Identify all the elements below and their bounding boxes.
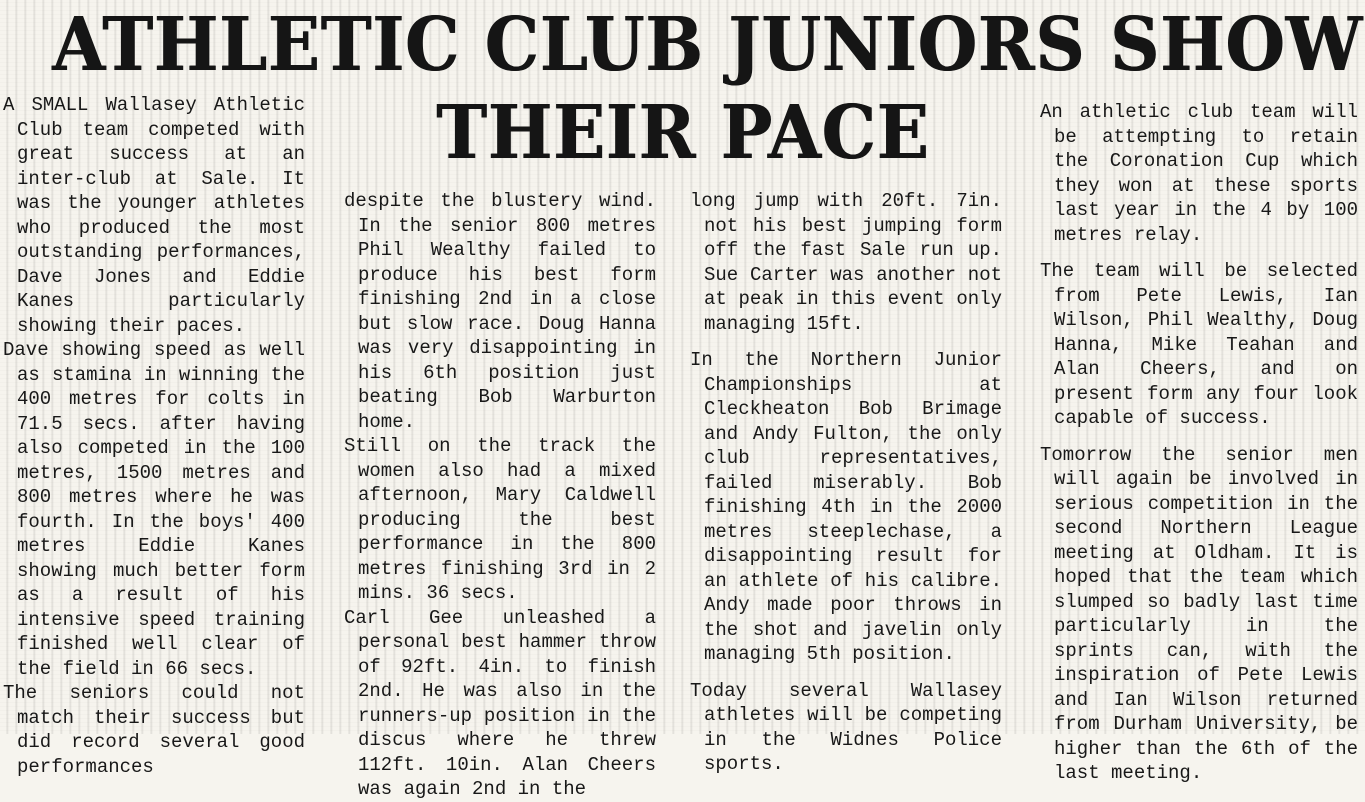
paragraph: Carl Gee unleashed a personal best hammer throw of 92ft. 4in. to finish 2nd. He was also in the runners-up position in the discus where he threw 112ft. 10in. Alan Cheers was again 2nd in the bbox=[344, 606, 656, 800]
article-column-1 bbox=[3, 93, 305, 779]
paragraph: The team will be selected from Pete Lewis, Ian Wilson, Phil Wealthy, Doug Hanna, Mike Teahan and Alan Cheers, and on present form any four look capable of success. bbox=[1040, 260, 1358, 429]
headline-line-2: THEIR PACE bbox=[436, 90, 930, 176]
paragraph: Dave showing speed as well as stamina in winning the 400 metres for colts in 71.5 secs. after having also competed in the 100 metres, 1500 metres and 800 metres where he was fourth. In the boys' 400 metres Eddie Kanes showing much better form as a result of his intensive speed training finished well clear of the field in 66 secs. bbox=[3, 339, 305, 680]
article-column-3 bbox=[690, 189, 1002, 777]
paragraph: long jump with 20ft. 7in. not his best jumping form off the fast Sale run up. Sue Carter was another not at peak in this event only managing 15ft. bbox=[690, 190, 1002, 335]
article-column-4 bbox=[1040, 100, 1358, 786]
paragraph: A SMALL Wallasey Athletic Club team competed with great success at an inter-club at Sale. It was the younger athletes who produced the most outstanding performances, Dave Jones and Eddie Kanes particularly showing their paces. bbox=[3, 94, 305, 337]
paragraph: In the Northern Junior Championships at Cleckheaton Bob Brimage and Andy Fulton, the only club representatives, failed miserably. Bob finishing 4th in the 2000 metres steeplechase, a disappointing result for an athlete of his calibre. Andy made poor throws in the shot and javelin only managing 5th position. bbox=[690, 349, 1002, 665]
paragraph: The seniors could not match their success but did record several good performances bbox=[3, 682, 305, 778]
article-column-2 bbox=[344, 189, 656, 802]
headline-line-1: ATHLETIC CLUB JUNIORS SHOW bbox=[52, 2, 1363, 88]
paragraph: Tomorrow the senior men will again be involved in serious competition in the second Northern League meeting at Oldham. It is hoped that the team which slumped so badly last time particularly in the sprints can, with the inspiration of Pete Lewis and Ian Wilson returned from Durham University, be higher than the 6th of the last meeting. bbox=[1040, 443, 1358, 784]
paragraph: An athletic club team will be attempting to retain the Coronation Cup which they won at these sports last year in the 4 by 100 metres relay. bbox=[1040, 101, 1358, 246]
paragraph: Today several Wallasey athletes will be competing in the Widnes Police sports. bbox=[690, 679, 1002, 775]
paragraph: Still on the track the women also had a mixed afternoon, Mary Caldwell producing the best performance in the 800 metres finishing 3rd in 2 mins. 36 secs. bbox=[344, 435, 656, 604]
paragraph: despite the blustery wind. In the senior 800 metres Phil Wealthy failed to produce his best form finishing 2nd in a close but slow race. Doug Hanna was very disappointing in his 6th position just beating Bob Warburton home. bbox=[344, 190, 656, 433]
